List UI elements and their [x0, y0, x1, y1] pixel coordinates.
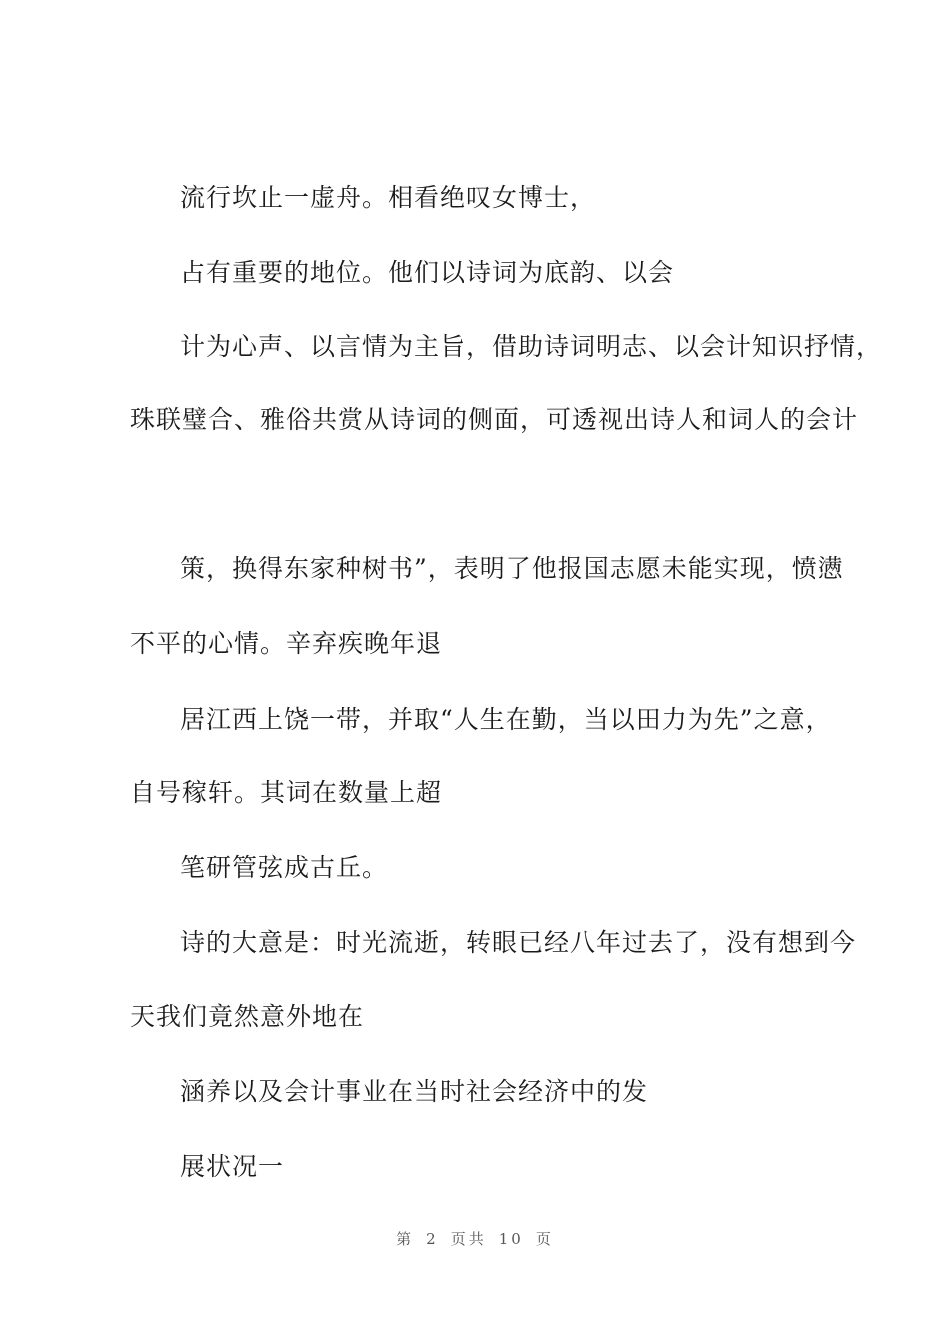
text-line: 展状况一	[180, 1152, 285, 1181]
text-line: 涵养以及会计事业在当时社会经济中的发	[180, 1077, 649, 1106]
text-line: 笔研管弦成古丘。	[180, 853, 389, 882]
page-label-prefix: 第	[396, 1230, 415, 1248]
text-line: 占有重要的地位。他们以诗词为底韵、以会	[180, 258, 675, 287]
text-line: 策，换得东家种树书”，表明了他报国志愿未能实现，愤懑	[180, 554, 844, 583]
text-line: 珠联璧合、雅俗共赏从诗词的侧面，可透视出诗人和词人的会计	[130, 405, 859, 434]
text-line: 居江西上饶一带，并取“人生在勤，当以田力为先”之意，	[180, 705, 832, 734]
page-label-middle: 页共	[450, 1230, 487, 1248]
text-line: 计为心声、以言情为主旨，借助诗词明志、以会计知识抒情，	[180, 332, 883, 361]
page-footer	[0, 1228, 950, 1249]
text-line: 流行坎止一虚舟。相看绝叹女博士，	[180, 183, 597, 212]
text-line: 天我们竟然意外地在	[130, 1002, 365, 1031]
total-pages-number: 10	[498, 1230, 524, 1248]
text-line: 自号稼轩。其词在数量上超	[130, 778, 443, 807]
current-page-number: 2	[426, 1230, 439, 1248]
page-label-suffix: 页	[535, 1230, 554, 1248]
text-line: 诗的大意是：时光流逝，转眼已经八年过去了，没有想到今	[180, 928, 857, 957]
text-line: 不平的心情。辛弃疾晚年退	[130, 629, 443, 658]
